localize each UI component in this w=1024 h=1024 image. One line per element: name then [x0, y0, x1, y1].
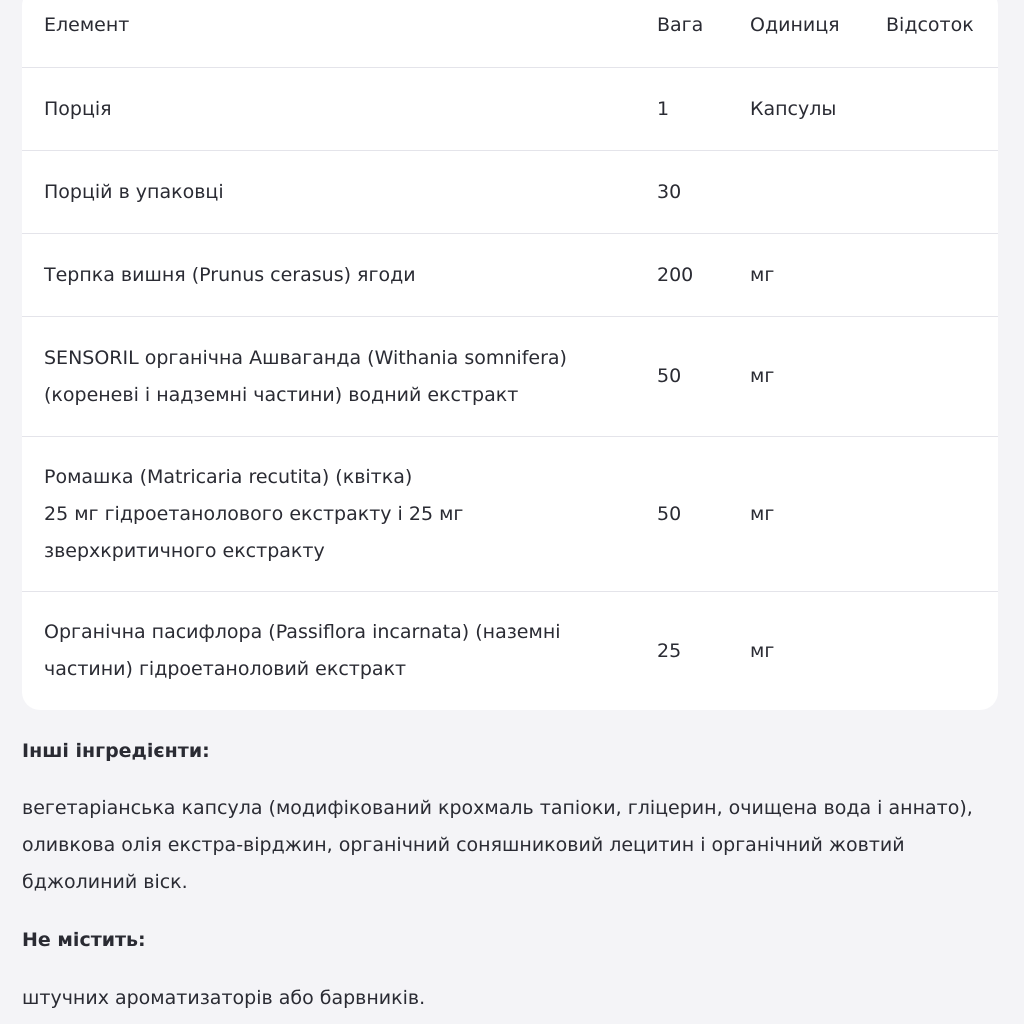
row-unit: мг — [750, 264, 775, 286]
table-header-row — [22, 0, 998, 68]
table-row — [22, 234, 998, 317]
table-row — [22, 437, 998, 592]
row-name: Терпка вишня (Prunus cerasus) ягоди — [44, 264, 416, 286]
row-weight: 200 — [657, 264, 694, 286]
row-weight: 50 — [657, 503, 682, 525]
row-weight: 30 — [657, 181, 682, 203]
does-not-contain-heading: Не містить: — [22, 929, 146, 951]
header-percent: Відсоток — [886, 14, 974, 36]
row-name: Порцій в упаковці — [44, 181, 224, 203]
header-element: Елемент — [44, 14, 130, 36]
row-name: Ромашка (Matricaria recutita) (квітка) 25 мг гідроетанолового екстракту і 25 мг зверхкритичного екстракту — [44, 466, 464, 562]
row-unit: мг — [750, 503, 775, 525]
table-row — [22, 317, 998, 437]
other-ingredients-text: вегетаріанська капсула (модифікований крохмаль тапіоки, гліцерин, очищена вода і аннато), оливкова олія екстра-вірджин, органічний соняшниковий лецитин і органічний жовтий бджолиний віск. — [22, 797, 973, 893]
row-weight: 50 — [657, 365, 682, 387]
row-unit: мг — [750, 640, 775, 662]
table-row — [22, 151, 998, 234]
supplement-facts-table — [22, 0, 998, 710]
header-unit: Одиниця — [750, 14, 840, 36]
row-unit: мг — [750, 365, 775, 387]
row-name: Порція — [44, 98, 112, 120]
table-row — [22, 592, 998, 710]
does-not-contain-text: штучних ароматизаторів або барвників. — [22, 987, 426, 1009]
row-unit: Капсулы — [750, 98, 837, 120]
row-weight: 25 — [657, 640, 682, 662]
row-name: SENSORIL органічна Ашваганда (Withania somnifera) (кореневі і надземні частини) водний екстракт — [44, 347, 567, 406]
row-weight: 1 — [657, 98, 670, 120]
other-ingredients-heading: Інші інгредієнти: — [22, 740, 210, 762]
header-weight: Вага — [657, 14, 704, 36]
table-row — [22, 68, 998, 151]
row-name: Органічна пасифлора (Passiflora incarnata) (наземні частини) гідроетаноловий екстракт — [44, 621, 561, 680]
